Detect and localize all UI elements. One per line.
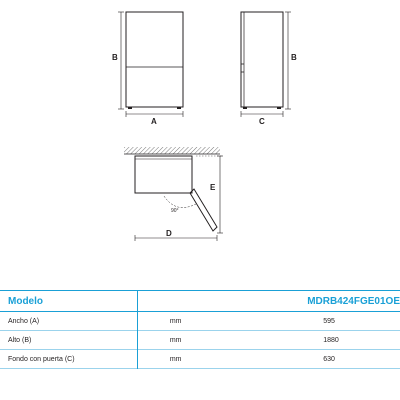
table-row xyxy=(0,350,400,369)
fridge-side-foot-left xyxy=(243,107,247,109)
row-label: Fondo con puerta (C) xyxy=(0,350,137,369)
row-value: 595 xyxy=(323,317,335,325)
row-unit: mm xyxy=(169,336,182,344)
model-header: Modelo xyxy=(0,291,137,312)
fridge-side-foot-right xyxy=(277,107,281,109)
label-a: A xyxy=(151,117,157,126)
spec-table xyxy=(0,290,400,369)
front-view xyxy=(112,12,183,126)
fridge-front-foot-right xyxy=(177,107,181,109)
label-d: D xyxy=(166,229,172,238)
label-b-front: B xyxy=(112,53,118,62)
table-row xyxy=(0,312,400,331)
angle-arc xyxy=(164,196,196,208)
side-view xyxy=(241,12,297,126)
fridge-side-body xyxy=(241,12,283,107)
label-e: E xyxy=(210,183,216,192)
open-door xyxy=(190,189,217,231)
fridge-top-body xyxy=(135,156,192,193)
row-unit: mm xyxy=(169,317,182,325)
wall-hatch xyxy=(124,147,220,154)
angle-label: 90° xyxy=(171,208,179,214)
row-value: 1880 xyxy=(323,336,339,344)
row-label: Alto (B) xyxy=(0,331,137,350)
fridge-front-body xyxy=(126,12,183,107)
label-c: C xyxy=(259,117,265,126)
fridge-front-foot-left xyxy=(128,107,132,109)
model-name: MDRB424FGE01OE xyxy=(307,295,400,307)
table-header-row xyxy=(0,291,400,312)
header-spacer xyxy=(137,291,287,312)
row-label: Ancho (A) xyxy=(0,312,137,331)
top-view xyxy=(124,147,223,241)
row-value: 630 xyxy=(323,355,335,363)
row-unit: mm xyxy=(169,355,182,363)
table-row xyxy=(0,331,400,350)
label-b-side: B xyxy=(291,53,297,62)
